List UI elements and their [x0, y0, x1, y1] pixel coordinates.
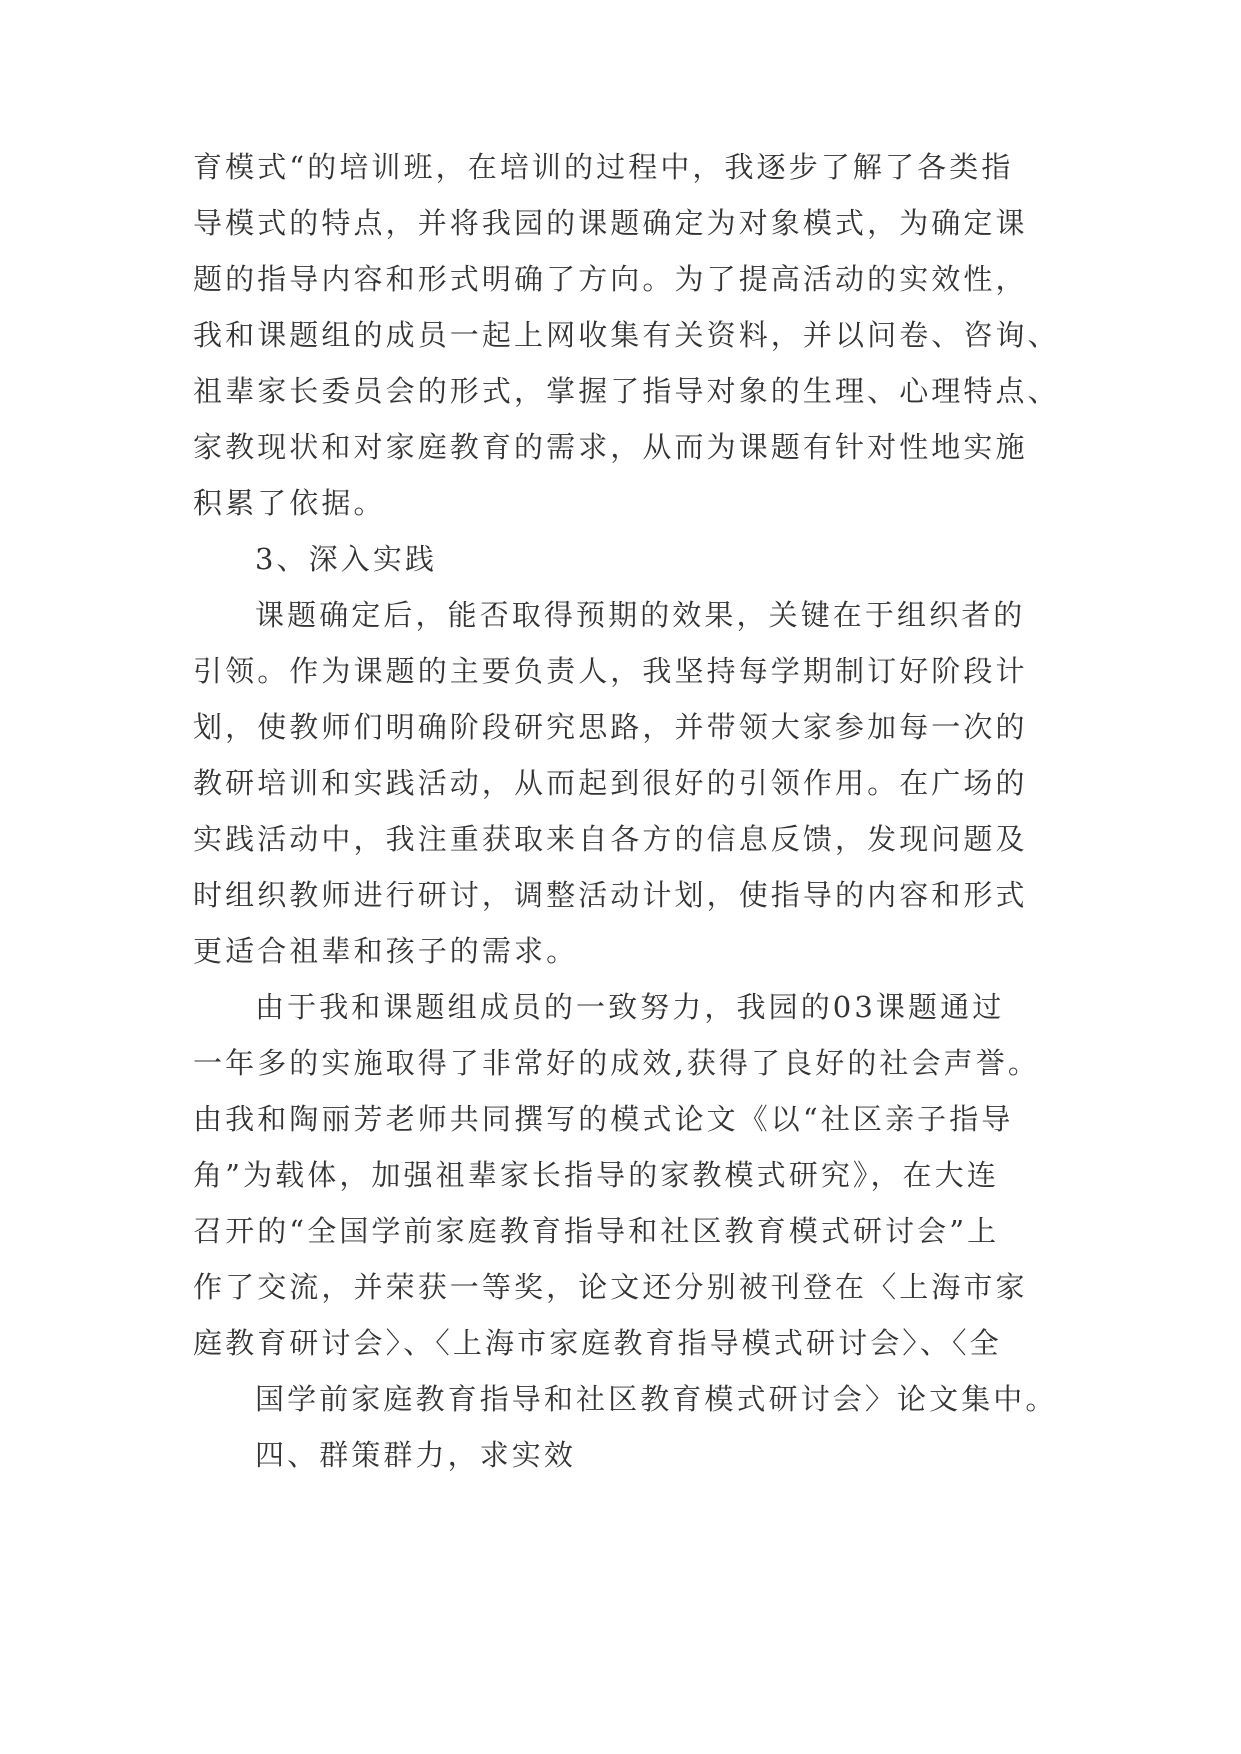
text-line: 我和课题组的成员一起上网收集有关资料，并以问卷、咨询、 — [193, 318, 1060, 352]
text-line: 时组织教师进行研讨，调整活动计划，使指导的内容和形式 — [193, 878, 1028, 912]
text-line: 划，使教师们明确阶段研究思路，并带领大家参加每一次的 — [193, 710, 1028, 744]
text-line: 由我和陶丽芳老师共同撰写的模式论文《以“社区亲子指导 — [193, 1102, 1014, 1136]
text-line: 积累了依据。 — [193, 486, 386, 520]
text-line: 由于我和课题组成员的一致努力，我园的03课题通过 — [255, 990, 1005, 1024]
text-line: 育模式“的培训班，在培训的过程中，我逐步了解了各类指 — [193, 150, 1014, 184]
text-line: 课题确定后，能否取得预期的效果，关键在于组织者的 — [255, 598, 1026, 632]
text-line: 召开的“全国学前家庭教育指导和社区教育模式研讨会”上 — [193, 1214, 1000, 1248]
section-heading: 四、群策群力，求实效 — [255, 1438, 577, 1472]
text-line: 作了交流，并荣获一等奖，论文还分别被刊登在〈上海市家 — [193, 1270, 1028, 1304]
text-line: 角”为载体，加强祖辈家长指导的家教模式研究》，在大连 — [193, 1158, 999, 1192]
text-line: 题的指导内容和形式明确了方向。为了提高活动的实效性， — [193, 262, 1028, 296]
text-line: 教研培训和实践活动，从而起到很好的引领作用。在广场的 — [193, 766, 1028, 800]
text-line: 国学前家庭教育指导和社区教育模式研讨会〉论文集中。 — [255, 1382, 1058, 1416]
text-line: 更适合祖辈和孩子的需求。 — [193, 934, 579, 968]
text-line: 祖辈家长委员会的形式，掌握了指导对象的生理、心理特点、 — [193, 374, 1060, 408]
text-line: 引领。作为课题的主要负责人，我坚持每学期制订好阶段计 — [193, 654, 1028, 688]
text-line: 家教现状和对家庭教育的需求，从而为课题有针对性地实施 — [193, 430, 1028, 464]
text-line: 实践活动中，我注重获取来自各方的信息反馈，发现问题及 — [193, 822, 1028, 856]
section-heading: 3、深入实践 — [255, 542, 438, 576]
text-line: 一年多的实施取得了非常好的成效,获得了良好的社会声誉。 — [193, 1046, 1040, 1080]
text-line: 庭教育研讨会〉、〈上海市家庭教育指导模式研讨会〉、〈全 — [193, 1326, 1002, 1360]
text-line: 导模式的特点，并将我园的课题确定为对象模式，为确定课 — [193, 206, 1028, 240]
